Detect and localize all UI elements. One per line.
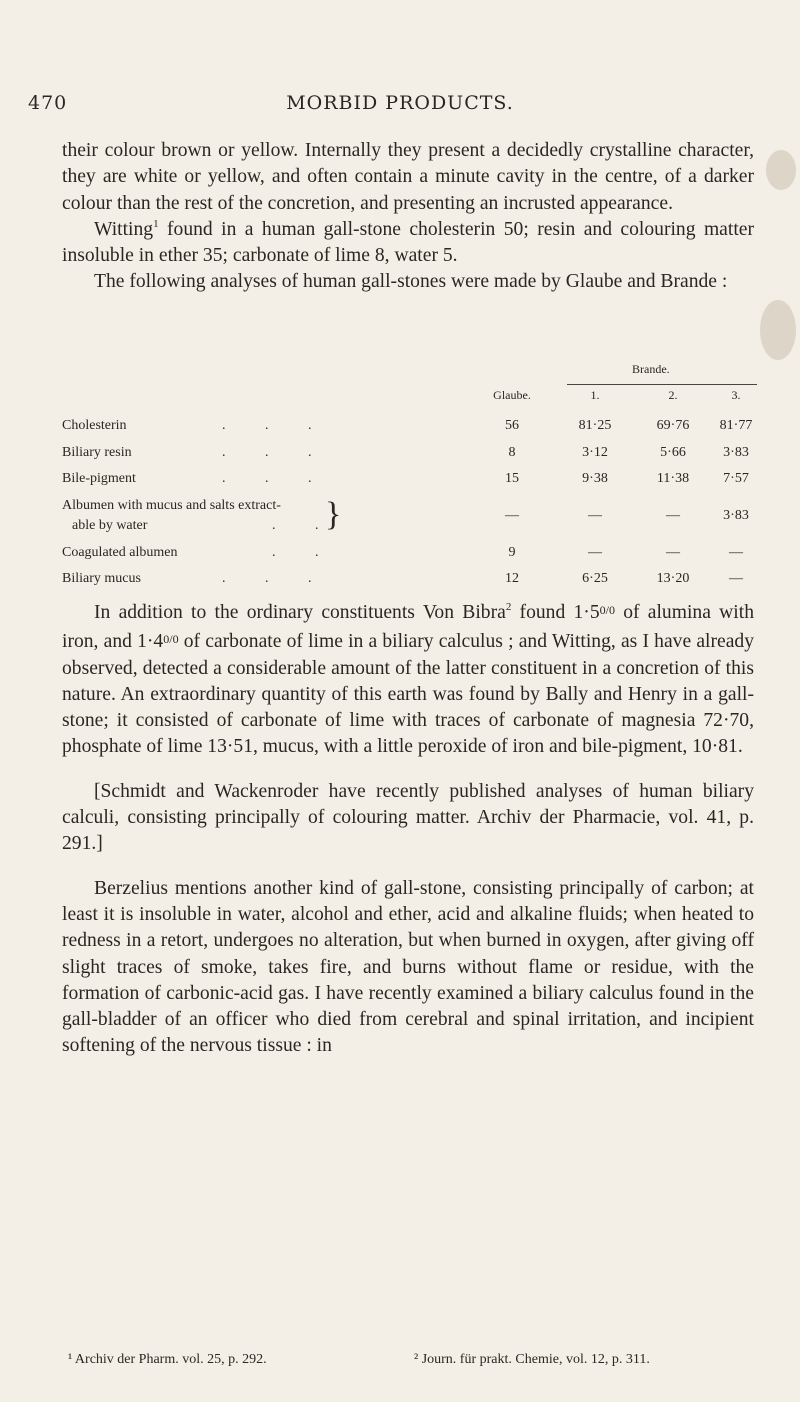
cell-brande-2: 5·66: [660, 445, 686, 460]
cell-brande-1: 6·25: [582, 571, 608, 586]
cell-brande-2: —: [666, 545, 680, 560]
body-text-top: [62, 138, 754, 296]
cell-glaube: 12: [505, 571, 519, 586]
running-title: MORBID PRODUCTS.: [286, 92, 514, 114]
cell-brande-3: 3·83: [723, 445, 749, 460]
row-label: Biliary resin: [62, 445, 132, 460]
percent-sign: 0/0: [599, 603, 615, 617]
paper-stain: [766, 150, 796, 190]
table-header-col3: 3.: [731, 388, 741, 402]
cell-brande-1: —: [588, 545, 602, 560]
cell-glaube: 15: [505, 471, 519, 486]
table-header-glaube: Glaube.: [493, 388, 531, 402]
cell-glaube: 56: [505, 418, 519, 433]
paragraph: [Schmidt and Wackenroder have recently published analyses of human biliary calculi, consisting principally of colouring matter. Archiv der Pharmacie, vol. 41, p. 291.]: [62, 780, 754, 855]
cell-glaube: 8: [508, 445, 516, 460]
row-label: Biliary mucus: [62, 571, 141, 586]
cell-brande-1: 9·38: [582, 471, 608, 486]
paragraph: The following analyses of human gall-stones were made by Glaube and Brande :: [94, 271, 728, 293]
percent-sign: 0/0: [163, 632, 179, 647]
row-label: Coagulated albumen: [62, 545, 178, 560]
page-number: 470: [28, 92, 68, 114]
cell-brande-2: 69·76: [656, 418, 690, 433]
row-label: Albumen with mucus and salts extract-: [62, 498, 281, 513]
cell-brande-1: 3·12: [582, 445, 608, 460]
footnote-ref: 1: [153, 217, 159, 230]
cell-brande-3: —: [729, 571, 743, 586]
table-header-col2: 2.: [668, 388, 678, 402]
row-dots: . . .: [222, 471, 330, 486]
row-label: Bile-pigment: [62, 471, 136, 486]
cell-brande-3: 7·57: [723, 471, 749, 486]
brande-brace: [567, 384, 757, 385]
row-dots: . .: [272, 518, 337, 533]
table-header-col1: 1.: [590, 388, 600, 402]
row-dots: . . .: [222, 571, 330, 586]
footnote: ¹ Archiv der Pharm. vol. 25, p. 292.: [68, 1352, 267, 1367]
paragraph: Witting$^1$ found in a human gall-stone cholesterin 50; resin and colouring matter insoluble in ether 35; carbonate of lime 8, water 5.: [62, 217, 754, 267]
cell-brande-3: 3·83: [723, 508, 749, 523]
cell-glaube: —: [505, 508, 519, 523]
row-label: Cholesterin: [62, 418, 127, 433]
brace-icon: }: [325, 496, 342, 533]
cell-glaube: 9: [508, 545, 516, 560]
paragraph: their colour brown or yellow. Internally they present a decidedly crystalline character, they are white or yellow, and often contain a minute cavity in the centre, of a darker colour than the rest of the concretion, and presenting an incrusted appearance.: [62, 140, 754, 214]
row-dots: . . .: [222, 418, 330, 433]
row-dots: . . .: [222, 445, 330, 460]
cell-brande-1: —: [588, 508, 602, 523]
cell-brande-1: 81·25: [578, 418, 612, 433]
table-header-brande: Brande.: [632, 362, 670, 376]
cell-brande-2: —: [666, 508, 680, 523]
cell-brande-3: 81·77: [719, 418, 753, 433]
cell-brande-3: —: [729, 545, 743, 560]
row-label-continued: able by water: [72, 518, 148, 533]
cell-brande-2: 11·38: [656, 471, 690, 486]
body-text-bottom: [62, 597, 754, 1060]
footnote-ref: 2: [505, 601, 512, 613]
paper-stain: [760, 300, 796, 360]
row-dots: . .: [272, 545, 337, 560]
cell-brande-2: 13·20: [656, 571, 690, 586]
footnote: ² Journ. für prakt. Chemie, vol. 12, p. 311.: [414, 1352, 650, 1367]
paragraph: In addition to the ordinary constituents Von Bibra$^2$ found $1\cdot 5^{0/0}$ of alumina with iron, and $1\cdot 4^{0/0}$ of carbonate of lime in a biliary calculus ; and Witting, as I have already observed, detected a considerable amount of the latter constituent in a concretion of this nature. An extraordinary quantity of this earth was found by Bally and Henry in a gall-stone; it consisted of carbonate of lime with traces of carbonate of magnesia 72·70, phosphate of lime 13·51, mucus, with a little peroxide of iron and bile-pigment, 10·81.: [62, 601, 754, 758]
paragraph: Berzelius mentions another kind of gall-stone, consisting principally of carbon; at least it is insoluble in water, alcohol and ether, acid and alkaline fluids; when heated to redness in a retort, undergoes no alteration, but when burned in oxygen, after giving off slight traces of smoke, takes fire, and burns without flame or residue, with the formation of carbonic-acid gas. I have recently examined a biliary calculus found in the gall-bladder of an officer who died from cerebral and spinal irritation, and incipient softening of the nervous tissue : in: [62, 877, 754, 1057]
